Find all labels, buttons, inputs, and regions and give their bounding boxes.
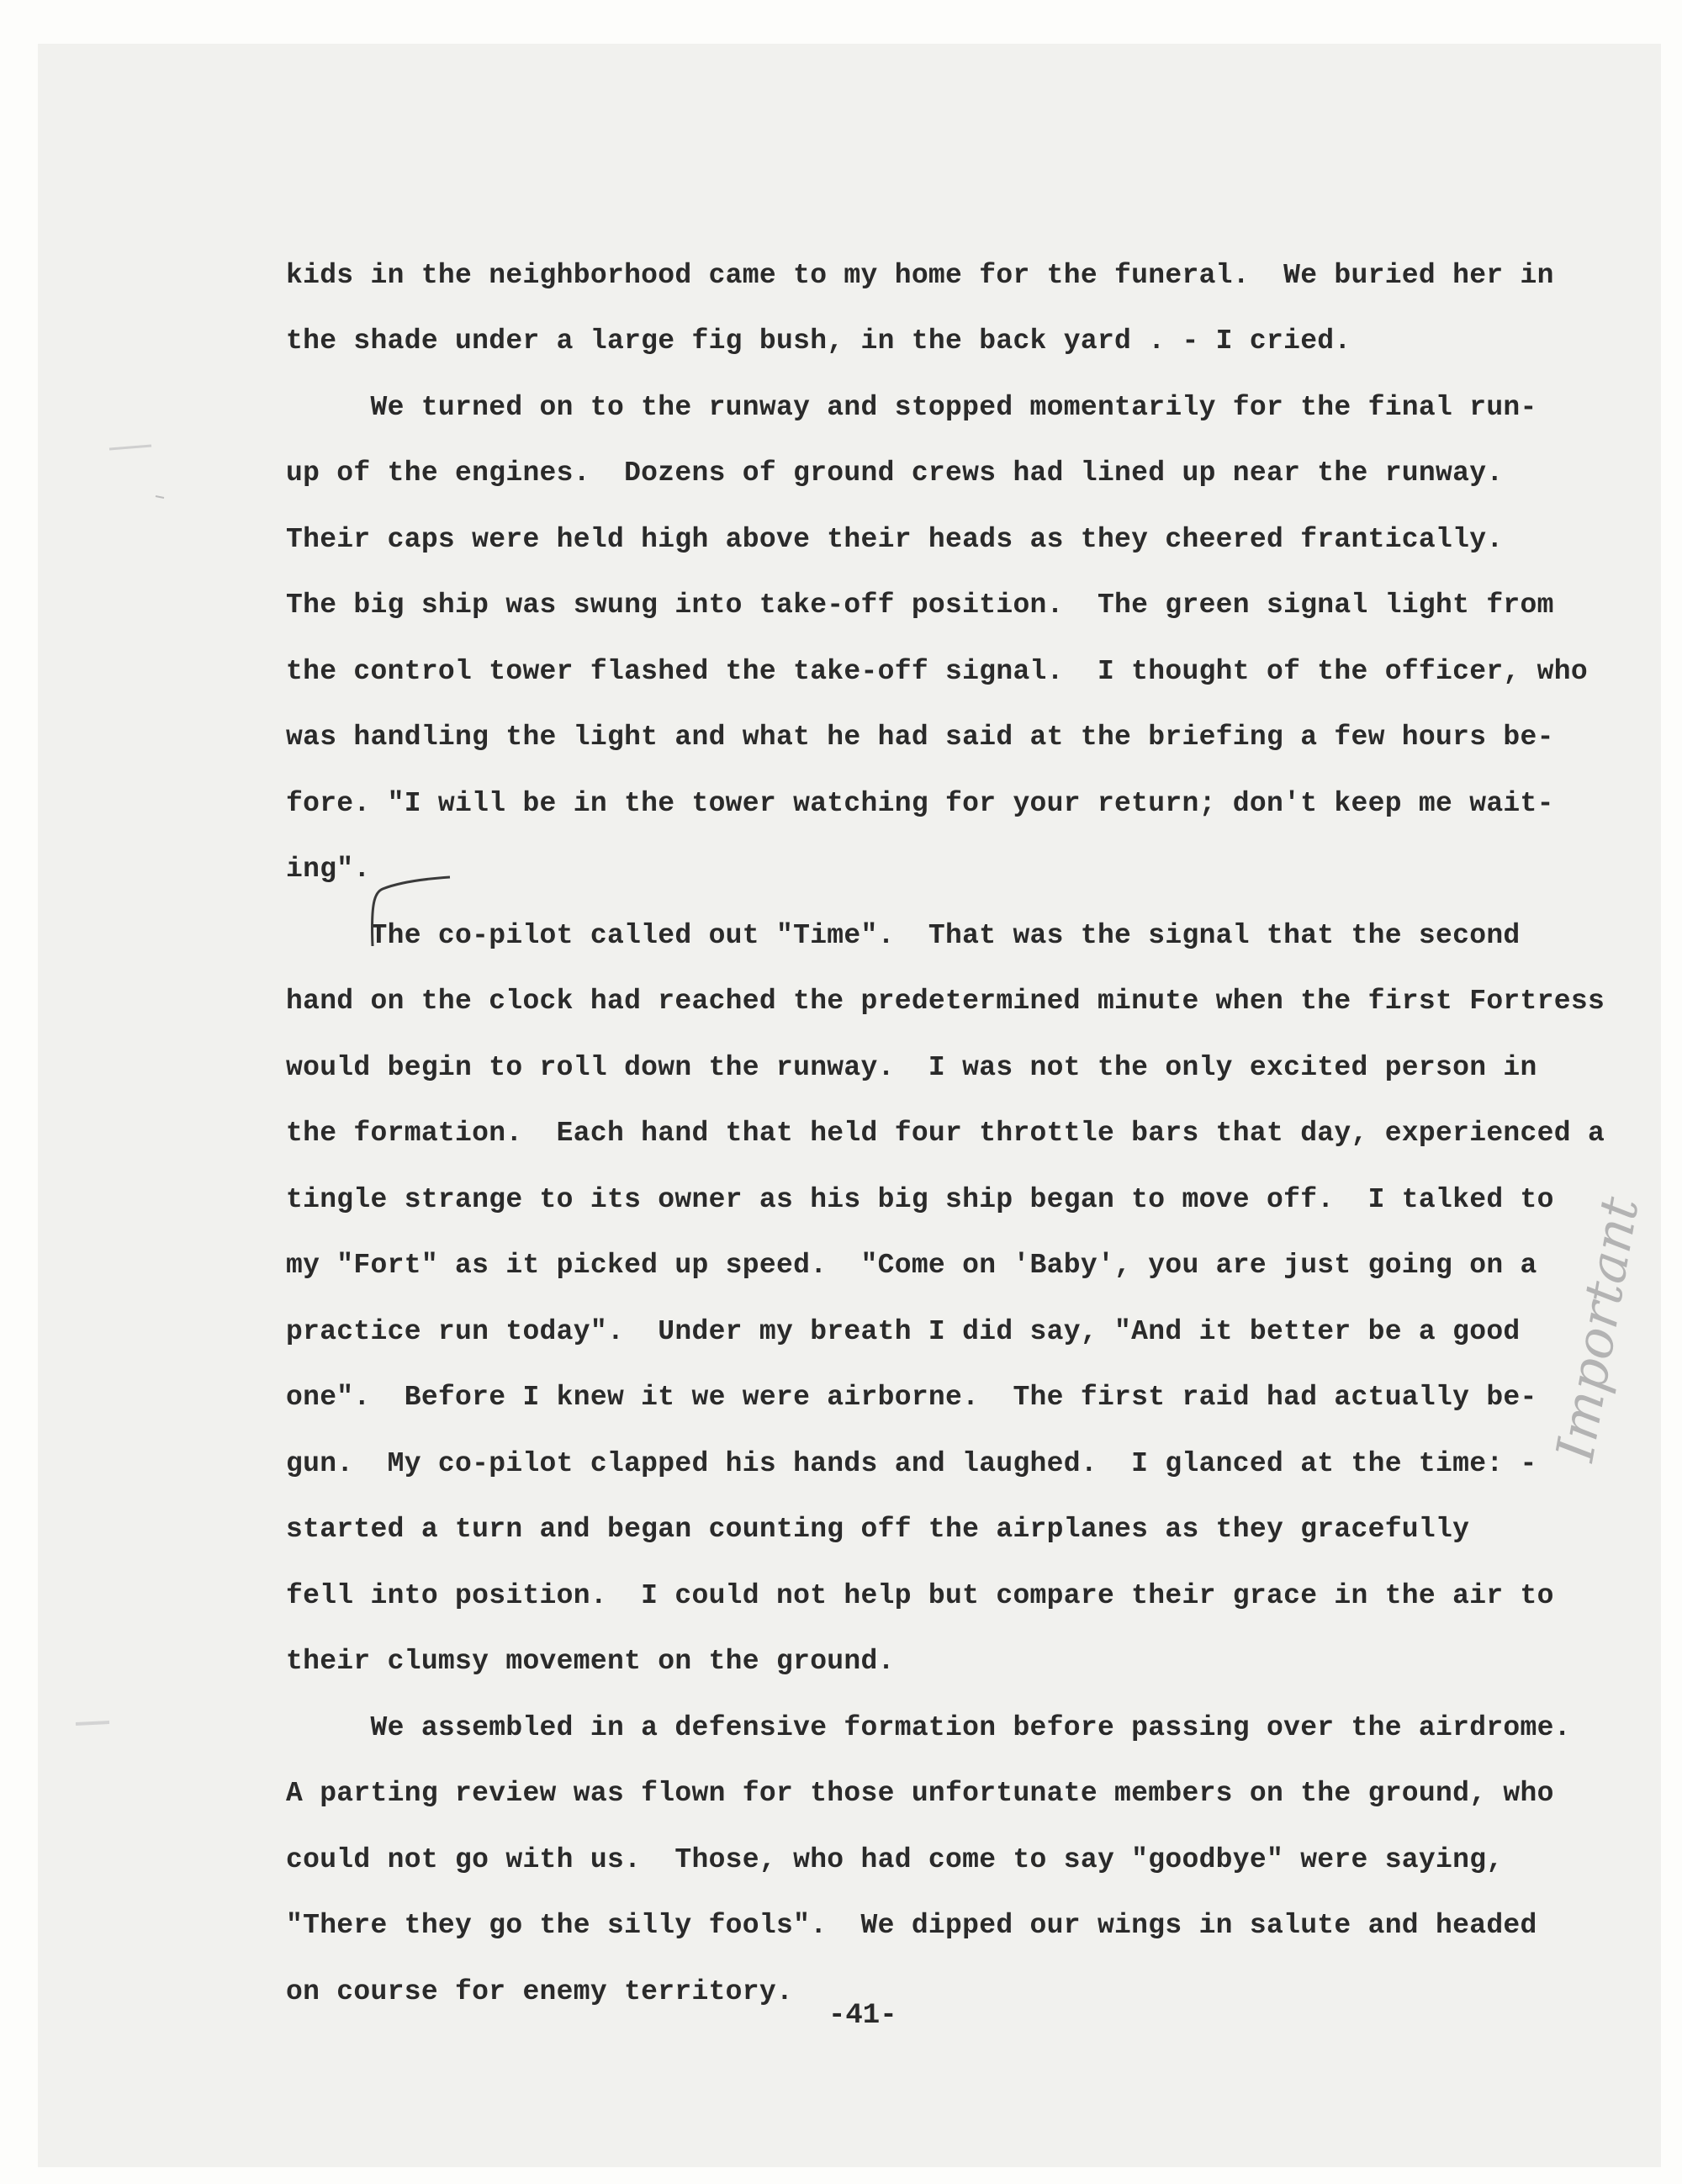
text-line: A parting review was flown for those unfortunate members on the ground, who xyxy=(286,1778,1554,1809)
text-line: on course for enemy territory. xyxy=(286,1976,794,2007)
text-line: "There they go the silly fools". We dipped our wings in salute and headed xyxy=(286,1910,1537,1941)
text-line: their clumsy movement on the ground. xyxy=(286,1646,895,1677)
text-line: the control tower flashed the take-off signal. I thought of the officer, who xyxy=(286,656,1588,687)
text-line: my "Fort" as it picked up speed. "Come on 'Baby', you are just going on a xyxy=(286,1250,1537,1281)
text-line: hand on the clock had reached the predetermined minute when the first Fortress xyxy=(286,986,1605,1017)
text-line: The big ship was swung into take-off position. The green signal light from xyxy=(286,590,1554,621)
text-line: started a turn and began counting off the airplanes as they gracefully xyxy=(286,1514,1470,1545)
text-line: up of the engines. Dozens of ground crews had lined up near the runway. xyxy=(286,457,1504,489)
text-line: The co-pilot called out "Time". That was the signal that the second xyxy=(286,920,1521,951)
svg-text:Important: Important xyxy=(1543,1192,1651,1466)
text-line: fell into position. I could not help but compare their grace in the air to xyxy=(286,1580,1554,1611)
text-line: fore. "I will be in the tower watching for your return; don't keep me wait- xyxy=(286,788,1554,819)
text-line: ing". xyxy=(286,854,371,885)
bracket-mark xyxy=(349,870,458,955)
text-line: tingle strange to its owner as his big ship began to move off. I talked to xyxy=(286,1184,1554,1215)
page-number: -41- xyxy=(828,2000,897,2032)
text-line: the shade under a large fig bush, in the back yard . - I cried. xyxy=(286,325,1351,357)
text-line: one". Before I knew it we were airborne. The first raid had actually be- xyxy=(286,1382,1537,1413)
text-line: could not go with us. Those, who had come to say "goodbye" were saying, xyxy=(286,1844,1504,1875)
margin-smudge xyxy=(105,437,164,505)
text-line: was handling the light and what he had said at the briefing a few hours be- xyxy=(286,722,1554,753)
margin-smudge xyxy=(71,1716,122,1732)
text-line: kids in the neighborhood came to my home for the funeral. We buried her in xyxy=(286,260,1554,291)
text-line: gun. My co-pilot clapped his hands and laughed. I glanced at the time: - xyxy=(286,1448,1537,1479)
text-line: practice run today". Under my breath I did say, "And it better be a good xyxy=(286,1316,1521,1347)
text-line: the formation. Each hand that held four throttle bars that day, experienced a xyxy=(286,1118,1605,1149)
margin-annotation xyxy=(1543,1043,1651,1480)
text-line: Their caps were held high above their heads as they cheered frantically. xyxy=(286,524,1504,555)
text-line: We assembled in a defensive formation before passing over the airdrome. xyxy=(286,1712,1571,1743)
text-line: We turned on to the runway and stopped momentarily for the final run- xyxy=(286,392,1537,423)
text-line: would begin to roll down the runway. I was not the only excited person in xyxy=(286,1052,1537,1083)
